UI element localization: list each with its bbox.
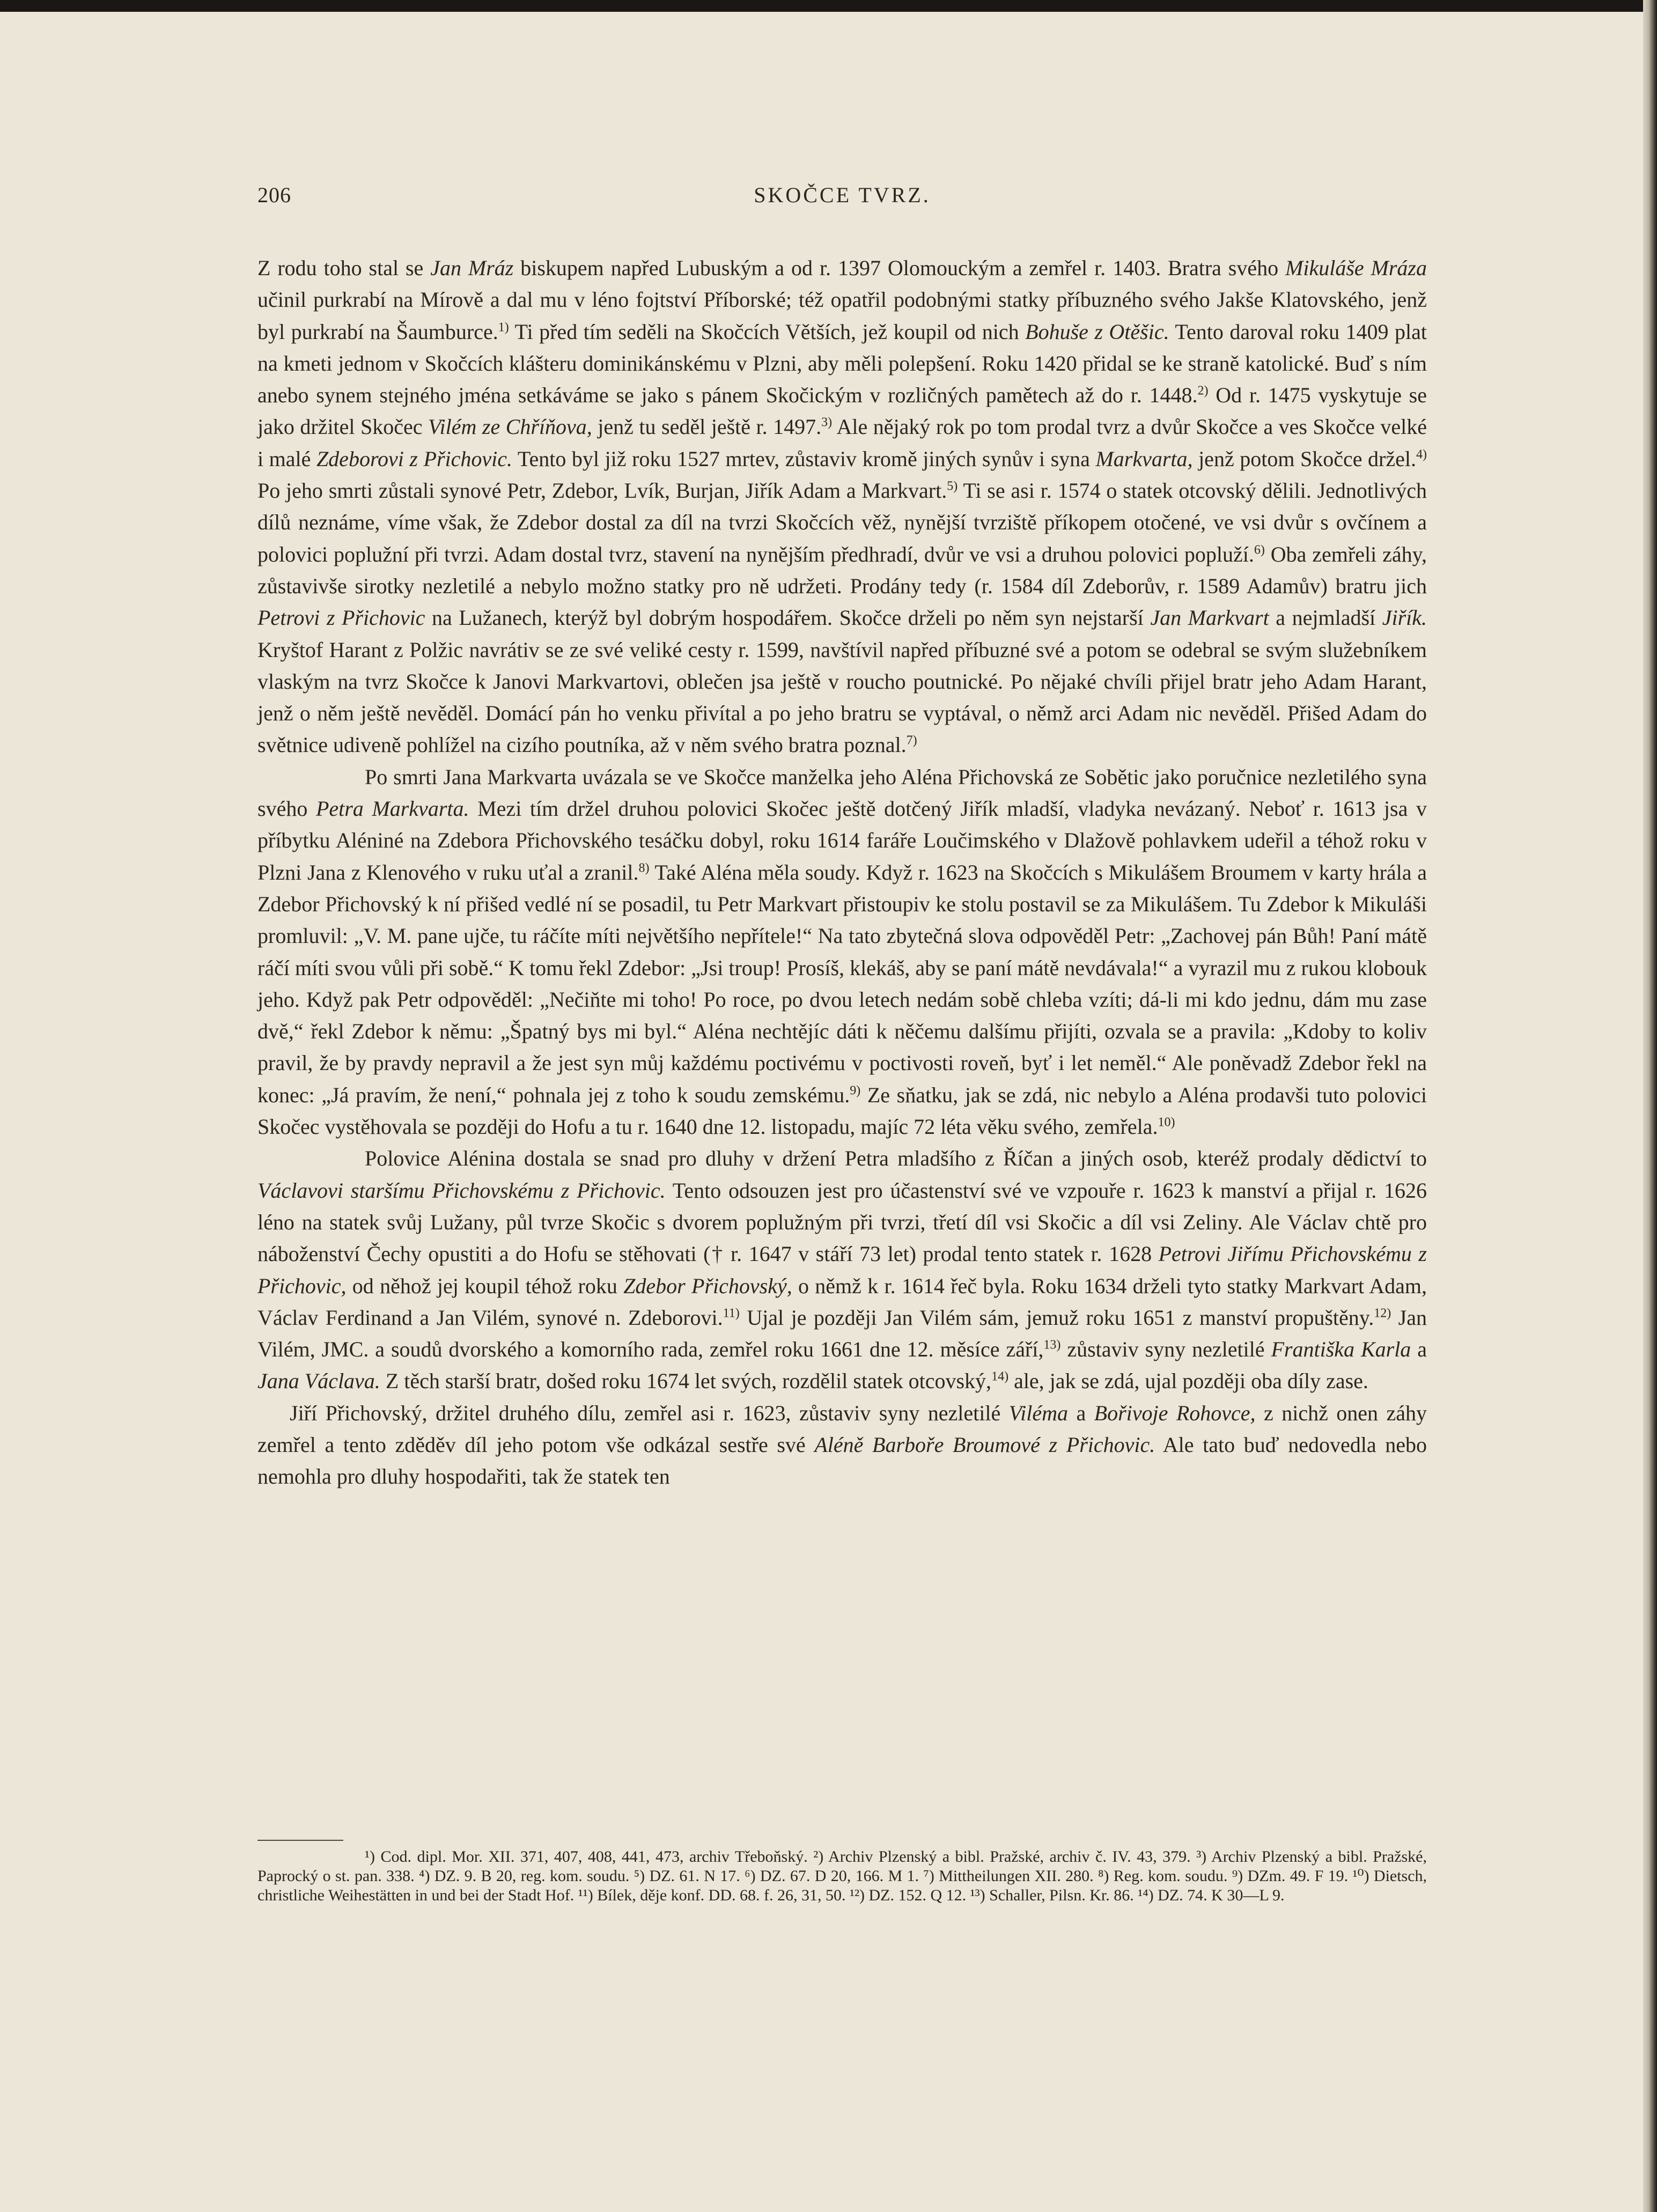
italic-name: Bořivoje Rohovce, xyxy=(1094,1400,1256,1425)
italic-name: Jan Mráz xyxy=(430,256,514,280)
footnote-ref: 3) xyxy=(821,416,833,430)
footnote-rule xyxy=(257,1840,343,1841)
text-run: učinil purkrabí na Mírově a dal mu v léno fojtství Příborské; též opatřil podobnými statky příbuzného svého Jakše Klatovského, jenž byl purkrabí na Šaumburce. xyxy=(257,287,1427,344)
italic-name: Mikuláše Mráza xyxy=(1285,256,1427,280)
paragraph xyxy=(257,761,1427,1143)
text-run: Tento daroval roku 1409 plat na kmeti jednom v Skočcích klášteru dominikánskému v Plzni, aby měli polepšení. Roku 1420 přidal se ke straně katolické. Buď s ním anebo synem stejného jména setkáváme se jako s pánem Skočickým v rozličných pamětech až do r. 1448. xyxy=(257,319,1427,408)
text-run: z nichž onen záhy zemřel a tento zděděv díl jeho potom vše odkázal sestře své xyxy=(257,1400,1427,1457)
footnotes xyxy=(257,1847,1427,1905)
footnote: ⁷) Mittheilungen XII. 280. xyxy=(923,1867,1094,1885)
text-run: Ze sňatku, jak se zdá, nic nebylo a Aléna prodavši tuto polovici Skočec vystěhovala se později do Hofu a tu r. 1640 dne 12. listopadu, majíc 72 léta věku svého, zemřela. xyxy=(257,1082,1427,1139)
italic-name: Františka Karla xyxy=(1271,1337,1411,1362)
footnote-ref: 13) xyxy=(1043,1338,1061,1352)
footnote: ³) Archiv Plzenský a bibl. Pražské, Paprocký o st. pan. 338. xyxy=(257,1848,1427,1885)
footnote: ¹⁴) DZ. 74. K 30—L 9. xyxy=(1138,1886,1285,1904)
italic-name: Zdeborovi z Přichovic. xyxy=(316,446,513,471)
footnote-ref: 11) xyxy=(723,1306,740,1321)
footnote: ⁵) DZ. 61. N 17. xyxy=(634,1867,740,1885)
italic-name: Aléně Barboře Broumové z Přichovic. xyxy=(814,1432,1155,1457)
footnote-ref: 6) xyxy=(1254,543,1265,557)
text-run: Ale nějaký rok po tom prodal tvrz a dvůr Skočce a ves Skočce velké i malé xyxy=(257,415,1427,471)
footnote-ref: 9) xyxy=(850,1083,861,1098)
text-run: Mezi tím držel druhou polovici Skočec ještě dotčený Jiřík mladší, vladyka nevázaný. Neboť r. 1613 jsa v příbytku Aléniné na Zdebora Přichovského tesáčku dobyl, roku 1614 faráře Loučimského v Dlažově pohlavkem udeřil a téhož roku v Plzni Jana z Klenového v ruku uťal a zranil. xyxy=(257,797,1427,884)
text-run: a xyxy=(1068,1400,1094,1425)
italic-name: Petra Markvarta. xyxy=(315,797,469,821)
text-run: ale, jak se zdá, ujal později oba díly zase. xyxy=(1008,1369,1368,1393)
italic-name: Petrovi Jiřímu Přichovskému z Přichovic, xyxy=(257,1242,1427,1298)
text-run: Oba zemřeli záhy, zůstavivše sirotky nezletilé a nebylo možno statky pro ně udržeti. Prodány tedy (r. 1584 díl Zdeborův, r. 1589 Adamův) bratru jich xyxy=(257,542,1427,598)
text-run: Ale tato buď nedovedla nebo nemohla pro dluhy hospodařiti, tak že statek ten xyxy=(257,1432,1427,1489)
page-number: 206 xyxy=(257,183,291,207)
footnote-ref: 8) xyxy=(638,861,650,875)
paragraph xyxy=(257,252,1427,761)
text-run: Tento byl již roku 1527 mrtev, zůstaviv kromě jiných synův i syna xyxy=(512,446,1096,471)
text-run: o němž k r. 1614 řeč byla. Roku 1634 drželi tyto statky Markvart Adam, Václav Ferdinand a Jan Vilém, synové n. Zdeborovi. xyxy=(257,1273,1427,1330)
italic-name: Viléma xyxy=(1008,1400,1069,1425)
italic-name: Václavovi staršímu Přichovskému z Přichovic. xyxy=(257,1178,666,1203)
footnote: ¹²) DZ. 152. Q 12. xyxy=(849,1886,967,1904)
paragraph xyxy=(257,1397,1427,1493)
text-run: Jan Vilém, JMC. a soudů dvorského a komorního rada, zemřel roku 1661 dne 12. měsíce září, xyxy=(257,1305,1427,1362)
footnote: ²) Archiv Plzenský a bibl. Pražské, archiv č. IV. 43, 379. xyxy=(813,1848,1191,1866)
text-run: Také Aléna měla soudy. Když r. 1623 na Skočcích s Mikulášem Broumem v karty hrála a Zdebor Přichovský k ní přišed vedlé ní se posadil, tu Petr Markvart přistoupiv ke stolu postavil se za Mikulášem. Tu Zdebor k Mikuláši promluvil: „V. M. pane ujče, tu ráčíte míti největšího nepřítele!“ Na tato zbytečná slova odpověděl Petr: „Zachovej pán Bůh! Paní mátě ráčí míti svou vůli při sobě.“ K tomu řekl Zdebor: „Jsi troup! Prosíš, klekáš, aby se paní mátě nevdávala!“ a vyrazil mu z rukou klobouk jeho. Když pak Petr odpověděl: „Nečiňte mi toho! Po roce, po dvou letech nedám sobě chleba vzíti; dá-li mi kdo jednu, dám mu zase dvě,“ řekl Zdebor k němu: „Špatný bys mi byl.“ Aléna nechtějíc dáti k něčemu dalšímu přijíti, ozvala se a pravila: „Kdoby to koliv pravil, že by pravdy nepravil a že jest syn můj každému poctivému v poctivosti roveň, byť i let neměl.“ Ale poněvadž Zdebor řekl na konec: „Já pravím, že není,“ pohnala jej z toho k soudu zemskému. xyxy=(257,860,1427,1107)
footnote: ¹³) Schaller, Pilsn. Kr. 86. xyxy=(970,1886,1134,1904)
footnote: ⁴) DZ. 9. B 20, reg. kom. soudu. xyxy=(418,1867,630,1885)
text-run: Z rodu toho stal se xyxy=(257,256,431,280)
text-run: Kryštof Harant z Polžic navrátiv se ze své veliké cesty r. 1599, navštívil napřed příbuzné své a potom se odebral se svým služebníkem vlaským na tvrz Skočce k Janovi Markvartovi, oblečen jsa ještě v roucho poutnické. Po nějaké chvíli přijel bratr jeho Adam Harant, jenž o něm ještě nevěděl. Domácí pán ho venku přivítal a po jeho bratru se vyptával, o němž arci Adam nic nevěděl. Přišed Adam do světnice udiveně pohlížel na cizího poutníka, až v něm svého bratra poznal. xyxy=(257,637,1427,757)
text-run: na Lužanech, kterýž byl dobrým hospodářem. Skočce drželi po něm syn nejstarší xyxy=(425,606,1151,630)
body-text xyxy=(257,252,1427,1493)
text-run: od něhož jej koupil téhož roku xyxy=(346,1273,624,1298)
text-run: Ti se asi r. 1574 o statek otcovský dělili. Jednotlivých dílů neznáme, víme však, že Zdebor dostal za díl na tvrzi Skočcích věž, nynější tvrziště příkopem otočené, ve vsi dvůr s ovčínem a polovici poplužní při tvrzi. Adam dostal tvrz, stavení na nynějším předhradí, dvůr ve vsi a druhou polovici popluží. xyxy=(257,478,1427,566)
text-run: Ujal je později Jan Vilém sám, jemuž roku 1651 z manství propuštěny. xyxy=(739,1305,1374,1330)
text-run: Polovice Alénina dostala se snad pro dluhy v držení Petra mladšího z Říčan a jiných osob, kteréž prodaly dědictví to xyxy=(365,1146,1427,1171)
italic-name: Jan Markvart xyxy=(1150,606,1269,630)
footnote: ¹¹) Bílek, děje konf. DD. 68. f. 26, 31, 50. xyxy=(578,1886,846,1904)
footnote-ref: 7) xyxy=(906,734,917,748)
footnote: ¹⁰) Dietsch, christliche Weihestätten in und bei der Stadt Hof. xyxy=(257,1867,1427,1904)
footnote-ref: 4) xyxy=(1416,447,1427,462)
text-run: a xyxy=(1411,1337,1427,1362)
italic-name: Bohuše z Otěšic. xyxy=(1025,319,1169,344)
text-run: zůstaviv syny nezletilé xyxy=(1061,1337,1271,1362)
text-run: Po jeho smrti zůstali synové Petr, Zdebor, Lvík, Burjan, Jiřík Adam a Markvart. xyxy=(257,478,947,503)
footnote: ⁶) DZ. 67. D 20, 166. M 1. xyxy=(745,1867,919,1885)
text-run: a nejmladší xyxy=(1269,606,1382,630)
italic-name: Vilém ze Chříňova, xyxy=(428,415,592,439)
footnote: ¹) Cod. dipl. Mor. XII. 371, 407, 408, 441, 473, archiv Třeboňský. xyxy=(365,1848,808,1866)
footnote-ref: 2) xyxy=(1197,384,1209,398)
footnote-ref: 14) xyxy=(991,1370,1009,1384)
footnote-ref: 5) xyxy=(947,479,958,493)
running-title: SKOČCE TVRZ. xyxy=(754,183,931,207)
text-run: jenž potom Skočce držel. xyxy=(1192,446,1416,471)
italic-name: Petrovi z Přichovic xyxy=(257,606,425,630)
text-run: Tento odsouzen jest pro účastenství své ve vzpouře r. 1623 k manství a přijal r. 1626 léno na statek svůj Lužany, půl tvrze Skočic s dvorem poplužným při tvrzi, třetí díl vsi Skočic a díl vsi Zeliny. Ale Václav chtě pro náboženství Čechy opustiti a do Hofu se stěhovati († r. 1647 v stáří 73 let) prodal tento statek r. 1628 xyxy=(257,1178,1427,1266)
text-run: jenž tu seděl ještě r. 1497. xyxy=(592,415,822,439)
italic-name: Zdebor Přichovský, xyxy=(623,1273,792,1298)
text-run: Ti před tím seděli na Skočcích Větších, jež koupil od nich xyxy=(509,319,1026,344)
footnote-ref: 1) xyxy=(498,320,509,335)
text-run: Jiří Přichovský, držitel druhého dílu, zemřel asi r. 1623, zůstaviv syny nezletilé xyxy=(290,1400,1009,1425)
text-run: Z těch starší bratr, došed roku 1674 let svých, rozdělil statek otcovský, xyxy=(380,1369,992,1393)
italic-name: Markvarta, xyxy=(1095,446,1193,471)
paragraph xyxy=(257,1142,1427,1397)
footnote: ⁸) Reg. kom. soudu. xyxy=(1098,1867,1228,1885)
italic-name: Jiřík. xyxy=(1382,606,1427,630)
text-run: Od r. 1475 vyskytuje se jako držitel Skočec xyxy=(257,383,1427,439)
footnote-ref: 10) xyxy=(1158,1115,1175,1130)
footnote-ref: 12) xyxy=(1374,1306,1391,1321)
text-run: biskupem napřed Lubuským a od r. 1397 Olomouckým a zemřel r. 1403. Bratra svého xyxy=(513,256,1286,280)
italic-name: Jana Václava. xyxy=(257,1369,380,1393)
footnote: ⁹) DZm. 49. F 19. xyxy=(1232,1867,1349,1885)
page-header xyxy=(257,182,1427,220)
text-run: Po smrti Jana Markvarta uvázala se ve Skočce manželka jeho Aléna Přichovská ze Sobětic jako poručnice nezletilého syna svého xyxy=(257,764,1427,821)
